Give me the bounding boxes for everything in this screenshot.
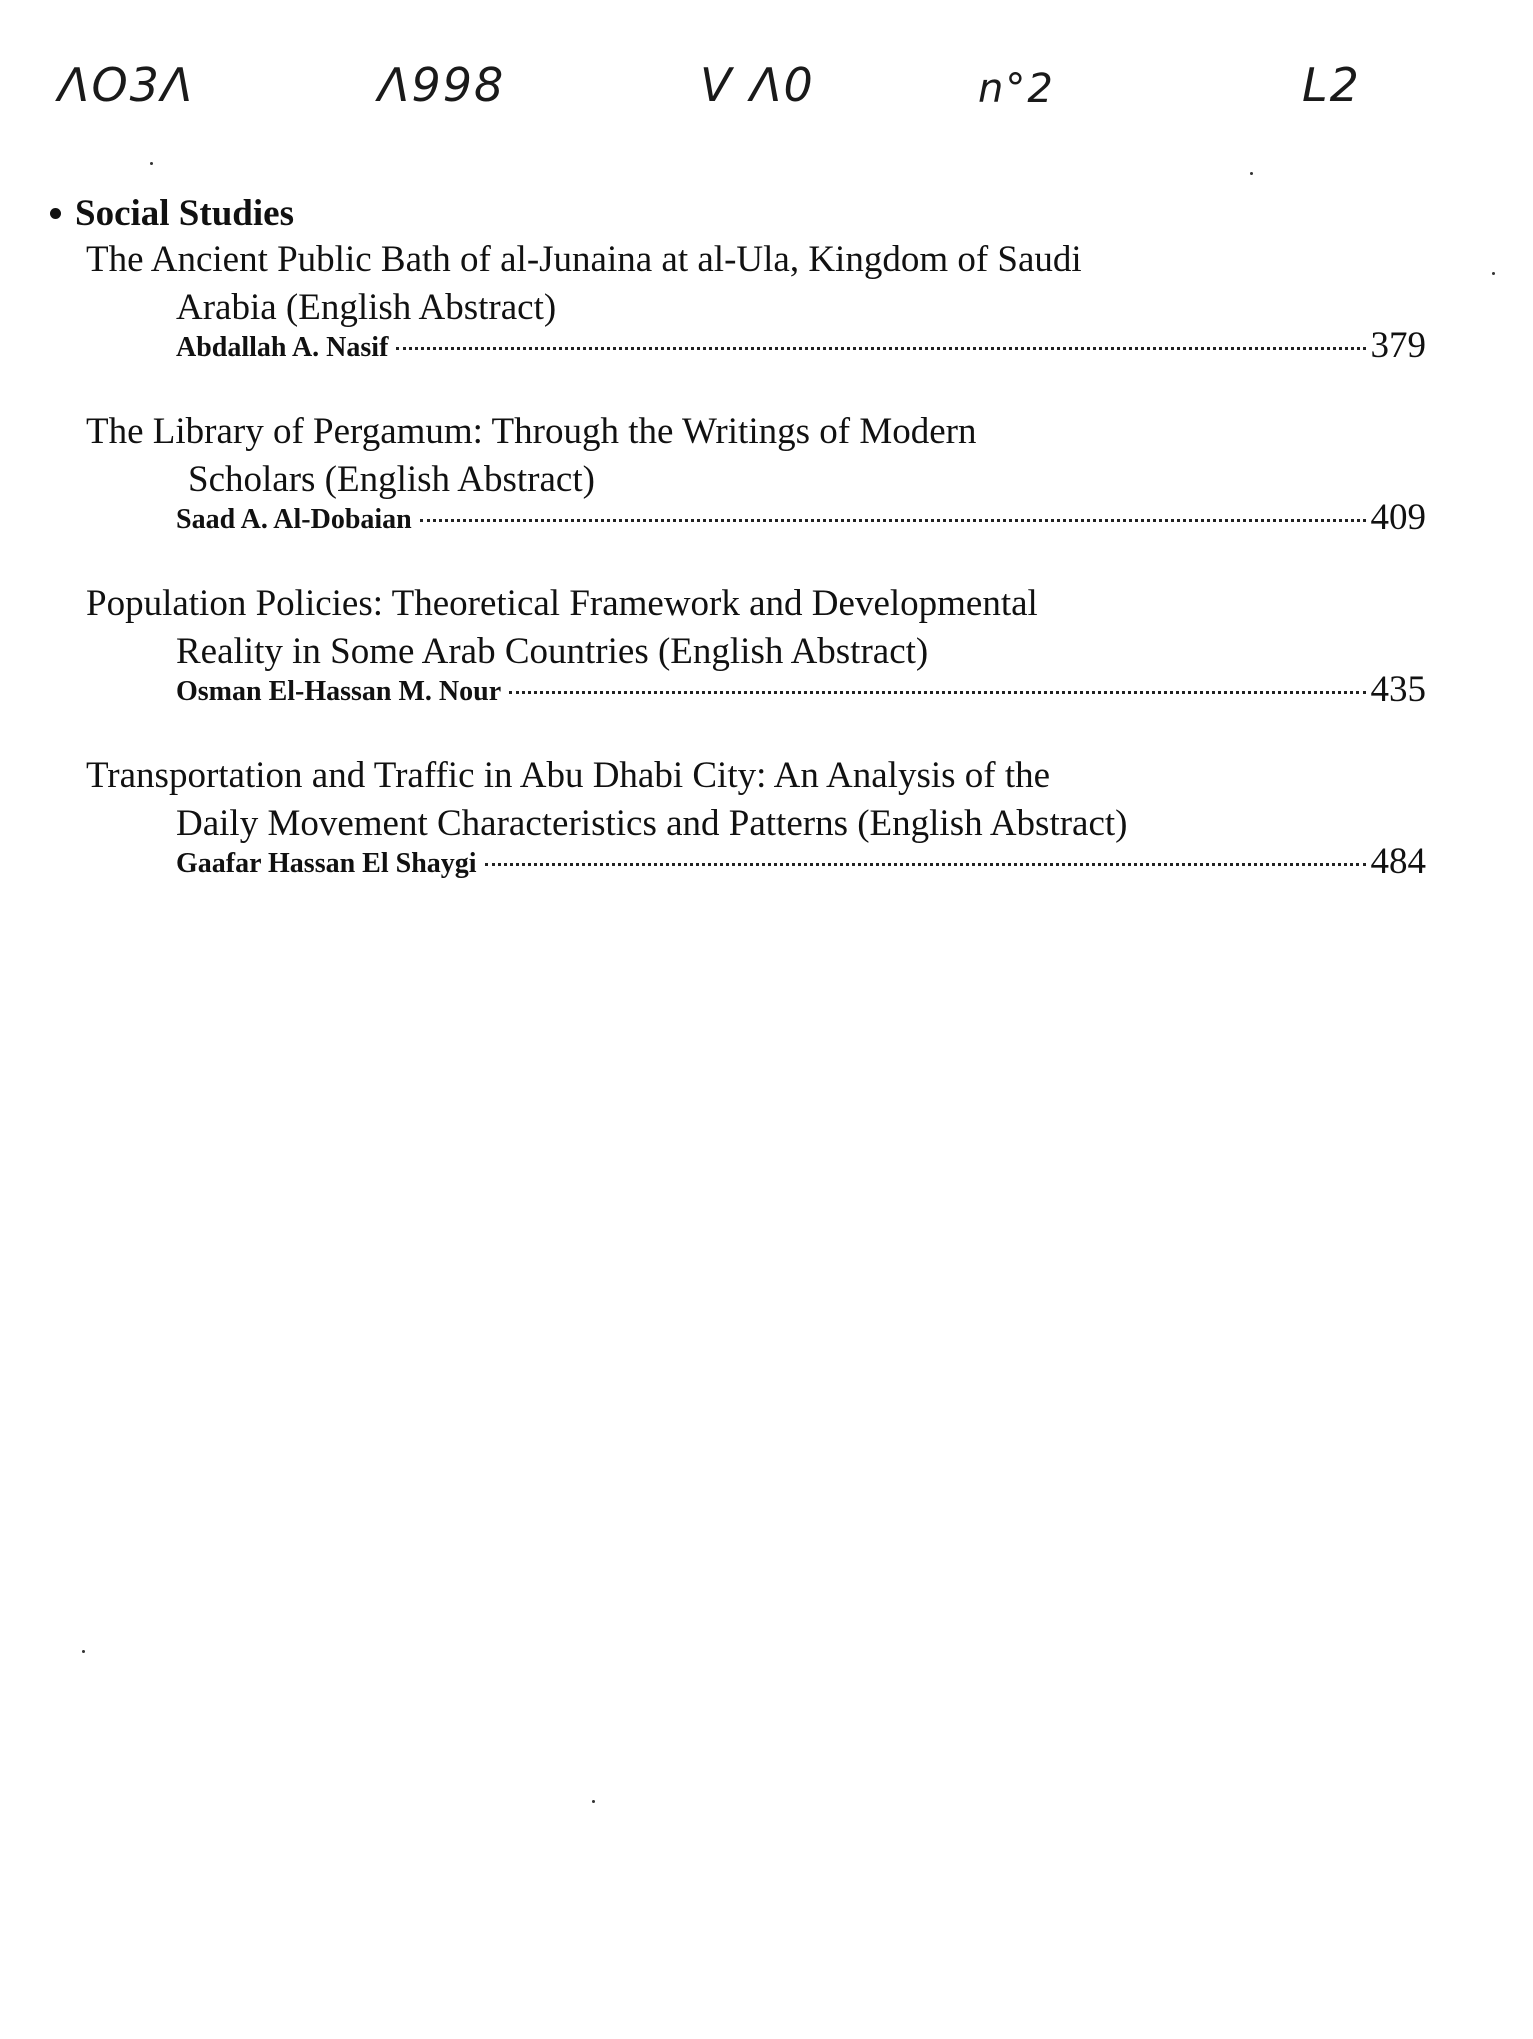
- entry-title-continued: Daily Movement Characteristics and Patterns (English Abstract): [176, 803, 1128, 844]
- toc-entry: [86, 408, 1466, 548]
- author-line: [86, 676, 1366, 720]
- entry-title: The Ancient Public Bath of al-Junaina at al-Ula, Kingdom of Saudi: [86, 239, 1082, 280]
- entry-page-number: 379: [1370, 325, 1426, 366]
- entry-title-continued: Reality in Some Arab Countries (English Abstract): [176, 631, 929, 672]
- entry-title-continued: Scholars (English Abstract): [188, 459, 595, 500]
- handwritten-note: L2: [1302, 58, 1361, 112]
- author-line: [86, 848, 1366, 892]
- author-line: [86, 332, 1366, 376]
- handwritten-note: n°2: [978, 66, 1055, 112]
- scan-speck: [150, 162, 153, 165]
- dot-leader: [509, 691, 1366, 694]
- entry-title: Population Policies: Theoretical Framework and Developmental: [86, 583, 1038, 624]
- section-heading: [46, 190, 1466, 236]
- dot-leader: [485, 863, 1366, 866]
- toc-entry: [86, 752, 1466, 892]
- scan-speck: [592, 1800, 595, 1803]
- dot-leader: [396, 347, 1366, 350]
- scan-speck: [1250, 172, 1253, 175]
- toc-entry: [86, 580, 1466, 720]
- handwritten-note: V Λ0: [700, 58, 815, 112]
- handwritten-note: Λ998: [378, 58, 506, 112]
- entry-author: Abdallah A. Nasif: [176, 332, 389, 363]
- entry-title: Transportation and Traffic in Abu Dhabi City: An Analysis of the: [86, 755, 1051, 796]
- toc-entry: [86, 236, 1466, 376]
- scan-speck: [82, 1650, 85, 1653]
- entry-page-number: 484: [1370, 841, 1426, 882]
- entry-page-number: 409: [1370, 497, 1426, 538]
- entry-author: Saad A. Al-Dobaian: [176, 504, 412, 535]
- section-title: Social Studies: [75, 192, 294, 234]
- bullet-icon: [50, 208, 61, 219]
- entry-title-continued: Arabia (English Abstract): [176, 287, 557, 328]
- dot-leader: [420, 519, 1366, 522]
- entry-author: Osman El-Hassan M. Nour: [176, 676, 502, 707]
- entry-title: The Library of Pergamum: Through the Writings of Modern: [86, 411, 977, 452]
- scan-speck: [1492, 272, 1495, 275]
- author-line: [86, 504, 1366, 548]
- entry-page-number: 435: [1370, 669, 1426, 710]
- entry-author: Gaafar Hassan El Shaygi: [176, 848, 477, 879]
- toc-section: [46, 190, 1466, 892]
- handwritten-note: ΛΟ3Λ: [58, 58, 195, 112]
